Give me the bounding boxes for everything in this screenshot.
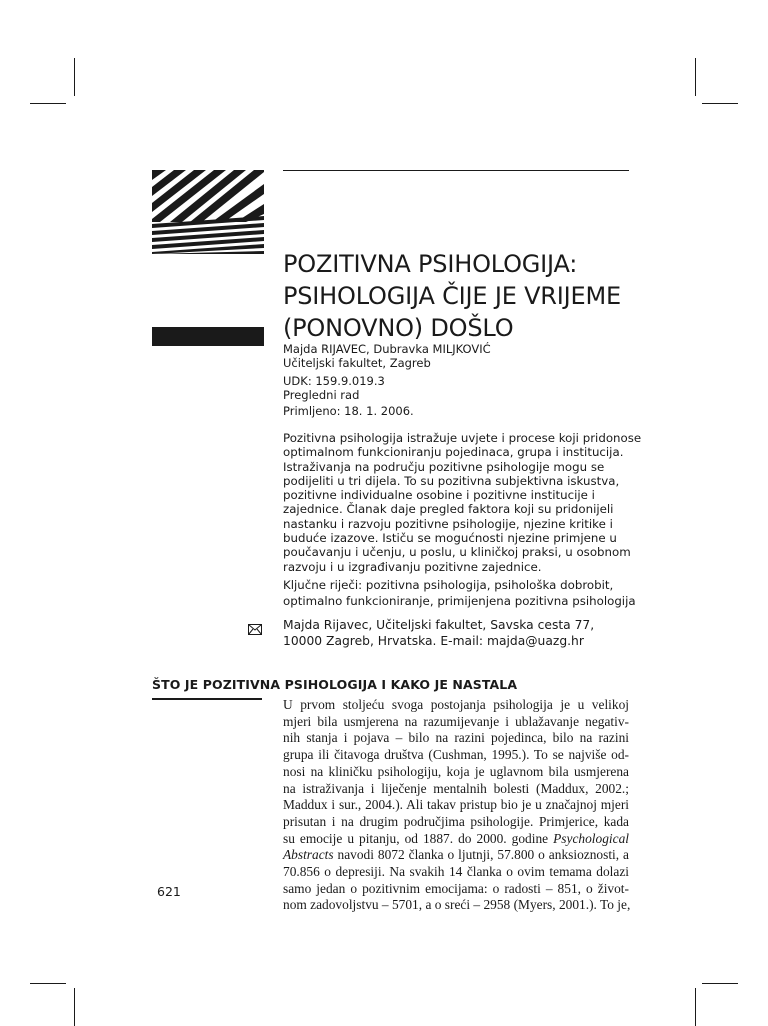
abstract (283, 431, 642, 574)
keywords-line: Ključne riječi: pozitivna psihologija, psihološka dobrobit, (283, 578, 614, 592)
abstract-line: optimalnom funkcioniranju pojedinaca, grupa i institucija. (283, 445, 624, 460)
journal-name-cont: Abstracts (283, 847, 334, 863)
abstract-line: podijeliti u tri dijela. To su pozitivna subjektivna iskustva, (283, 473, 620, 488)
envelope-icon (248, 620, 262, 631)
body-line: nih stanja i pojava – bilo na razini pojedinca, bilo na razini (283, 730, 629, 746)
body-line: prisutan i na drugim područjima psihologije. Primjerice, kada (283, 813, 629, 829)
decorative-stripes-graphic (152, 170, 264, 254)
article-title (283, 248, 663, 344)
title-line: POZITIVNA PSIHOLOGIJA: (283, 250, 578, 278)
body-line: 70.856 o depresiji. Na svakih 14 članka o ovim temama dolazi (283, 864, 629, 880)
crop-mark-top-right-horizontal (702, 103, 738, 104)
abstract-line: zajednice. Članak daje pregled faktora koji su pridonijeli (283, 502, 614, 517)
body-line: mjeri bila usmjerena na razumijevanje i ublažavanje negativ- (283, 713, 629, 729)
top-rule (283, 170, 629, 171)
crop-mark-top-left-horizontal (30, 103, 66, 104)
keywords-line: optimalno funkcioniranje, primijenjena pozitivna psihologija (283, 594, 636, 608)
crop-mark-bottom-left-vertical (74, 988, 75, 1026)
body-line: nosi na kliničku psihologiju, koja je uglavnom bila usmjerena (283, 763, 629, 779)
abstract-line: Pozitivna psihologija istražuje uvjete i procese koji pridonose (283, 431, 642, 445)
journal-name: Psychological (553, 830, 629, 846)
title-line: PSIHOLOGIJA ČIJE JE VRIJEME (283, 282, 621, 310)
title-line: (PONOVNO) DOŠLO (283, 314, 514, 342)
decorative-black-bar (152, 327, 264, 346)
body-line-text: su emocije u pitanju, od 1887. do 2000. godine (283, 830, 549, 846)
crop-mark-bottom-right-horizontal (702, 983, 738, 984)
section-heading-rule (152, 698, 262, 700)
crop-mark-bottom-left-horizontal (30, 983, 66, 984)
body-text (283, 697, 629, 914)
body-line: grupa ili čitavoga društva (Cushman, 1995.). To se najviše od- (283, 747, 629, 763)
abstract-line: pozitivne individualne osobine i pozitivne institucije i (283, 488, 595, 503)
keywords (283, 577, 636, 609)
body-line: na istraživanja i liječenje mentalnih bolesti (Maddux, 2002.; (283, 780, 629, 796)
body-line: U prvom stoljeću svoga postojanja psihologija je u velikoj (283, 697, 629, 712)
crop-mark-top-right-vertical (695, 58, 696, 96)
paper-type: Pregledni rad (283, 388, 360, 402)
body-line-text: navodi 8072 članka o ljutnji, 57.800 o anksioznosti, a (337, 847, 629, 863)
contact-line: Majda Rijavec, Učiteljski fakultet, Savska cesta 77, (283, 618, 595, 632)
udk-code: UDK: 159.9.019.3 (283, 374, 385, 388)
body-line: samo jedan o pozitivnim emocijama: o radosti – 851, o život- (283, 880, 629, 896)
received-date: Primljeno: 18. 1. 2006. (283, 404, 414, 418)
body-line: Maddux i sur., 2004.). Ali takav pristup bio je u značajnoj mjeri (283, 797, 629, 813)
body-line: nom zadovoljstvu – 5701, a o sreći – 2958 (Myers, 2001.). To je, (283, 897, 631, 913)
body-line (283, 847, 629, 864)
abstract-line: nastanku i razvoju pozitivne psihologije, njezine kritike i (283, 516, 613, 531)
affiliation: Učiteljski fakultet, Zagreb (283, 356, 431, 370)
crop-mark-bottom-right-vertical (695, 988, 696, 1026)
abstract-line: buduće izazove. Ističu se mogućnosti njezine primjene u (283, 531, 617, 546)
abstract-line: Istraživanja na području pozitivne psihologije mogu se (283, 459, 605, 474)
crop-mark-top-left-vertical (74, 58, 75, 96)
page-number: 621 (157, 884, 181, 899)
authors: Majda RIJAVEC, Dubravka MILJKOVIĆ (283, 342, 491, 356)
body-line (283, 831, 629, 848)
section-heading: ŠTO JE POZITIVNA PSIHOLOGIJA I KAKO JE NASTALA (152, 677, 518, 692)
abstract-line: razvoju i u izgrađivanju pozitivne zajednice. (283, 559, 542, 574)
abstract-line: poučavanju i učenju, u poslu, u kliničkoj praksi, u osobnom (283, 545, 631, 560)
contact-line: 10000 Zagreb, Hrvatska. E-mail: majda@uazg.hr (283, 634, 584, 648)
contact-address (283, 617, 633, 649)
